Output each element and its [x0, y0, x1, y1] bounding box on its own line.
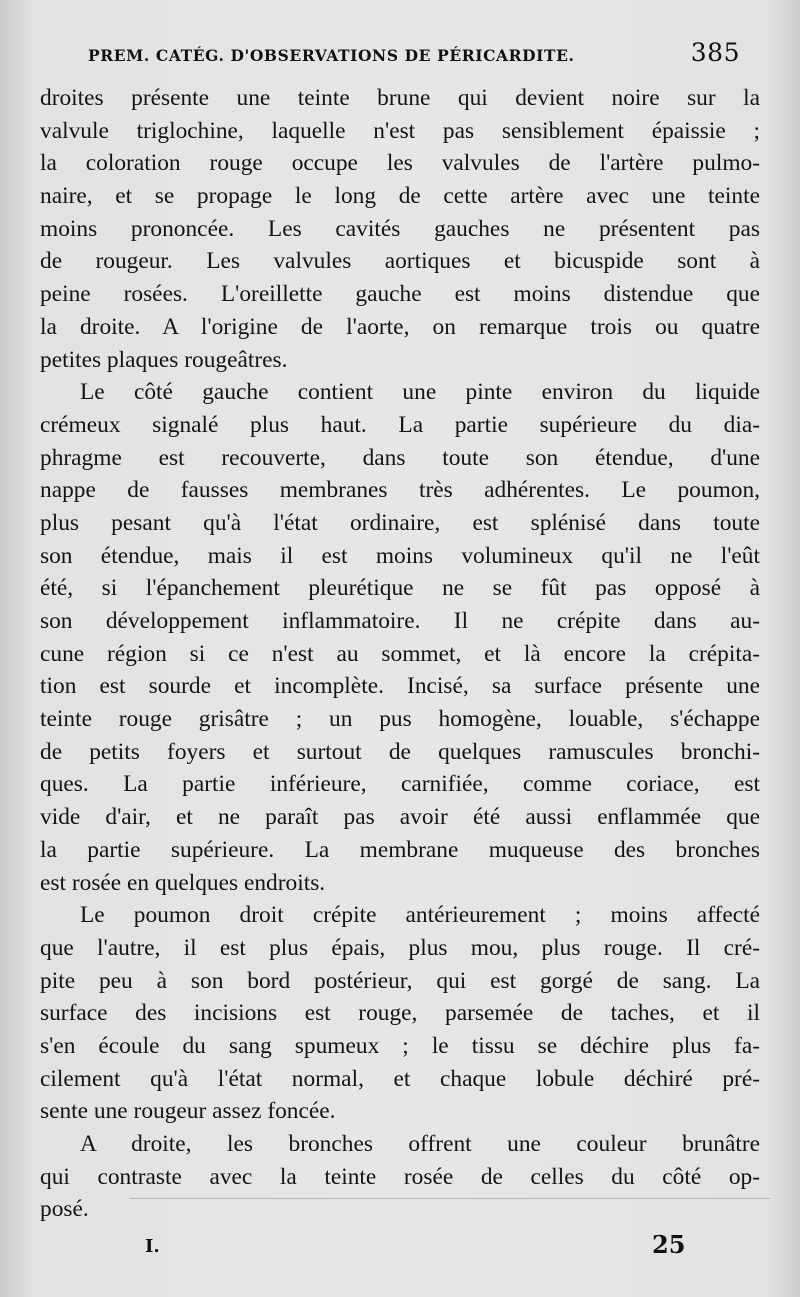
- footnote-rule: [130, 1198, 770, 1199]
- signature-volume: I.: [145, 1236, 160, 1257]
- text-line: phragme est recouverte, dans toute son étendue, d'une: [40, 444, 760, 471]
- text-line: la partie supérieure. La membrane muqueuse des bronches: [40, 836, 760, 863]
- paragraph-start-line: Le côté gauche contient une pinte environ du liquide: [80, 379, 760, 406]
- text-line: vide d'air, et ne paraît pas avoir été aussi enflammée que: [40, 804, 760, 831]
- text-line: cilement qu'à l'état normal, et chaque lobule déchiré pré-: [40, 1065, 760, 1092]
- text-line: valvule triglochine, laquelle n'est pas sensiblement épaissie ;: [40, 117, 760, 144]
- text-line: naire, et se propage le long de cette artère avec une teinte: [40, 183, 760, 210]
- text-line: nappe de fausses membranes très adhérentes. Le poumon,: [40, 477, 760, 504]
- text-line: de rougeur. Les valvules aortiques et bicuspide sont à: [40, 248, 760, 275]
- page-header: [88, 38, 748, 72]
- text-line: que l'autre, il est plus épais, plus mou, plus rouge. Il cré-: [40, 934, 760, 961]
- text-line: son développement inflammatoire. Il ne crépite dans au-: [40, 608, 760, 634]
- page-number: 385: [690, 38, 740, 67]
- text-line: peine rosées. L'oreillette gauche est moins distendue que: [40, 281, 760, 308]
- text-line: s'en écoule du sang spumeux ; le tissu se déchire plus fa-: [40, 1032, 760, 1059]
- running-title: PREM. CATÉG. D'OBSERVATIONS DE PÉRICARDITE.: [88, 46, 575, 65]
- signature-number: 25: [652, 1230, 686, 1259]
- text-line: moins prononcée. Les cavités gauches ne présentent pas: [40, 215, 760, 242]
- text-line: pite peu à son bord postérieur, qui est gorgé de sang. La: [40, 967, 760, 994]
- page-footer: [0, 1228, 800, 1268]
- paragraph-start-line: Le poumon droit crépite antérieurement ; moins affecté: [80, 902, 760, 929]
- paragraph-end-line: est rosée en quelques endroits.: [40, 869, 326, 896]
- paragraph-end-line: posé.: [40, 1196, 89, 1223]
- text-line: la droite. A l'origine de l'aorte, on remarque trois ou quatre: [40, 313, 760, 340]
- text-line: son étendue, mais il est moins volumineux qu'il ne l'eût: [40, 542, 760, 569]
- paragraph-end-line: sente une rougeur assez foncée.: [40, 1098, 336, 1125]
- text-line: plus pesant qu'à l'état ordinaire, est splénisé dans toute: [40, 509, 760, 536]
- paragraph-end-line: petites plaques rougeâtres.: [40, 346, 288, 373]
- text-line: ques. La partie inférieure, carnifiée, comme coriace, est: [40, 771, 760, 798]
- text-line: été, si l'épanchement pleurétique ne se fût pas opposé à: [40, 575, 760, 602]
- text-line: de petits foyers et surtout de quelques ramuscules bronchi-: [40, 738, 760, 765]
- text-line: droites présente une teinte brune qui devient noire sur la: [40, 85, 760, 111]
- text-line: tion est sourde et incomplète. Incisé, sa surface présente une: [40, 673, 760, 700]
- text-line: crémeux signalé plus haut. La partie supérieure du dia-: [40, 411, 760, 438]
- text-line: surface des incisions est rouge, parsemée de taches, et il: [40, 1000, 760, 1027]
- body-text: [40, 82, 760, 1226]
- text-line: qui contraste avec la teinte rosée de celles du côté op-: [40, 1163, 760, 1190]
- paragraph-start-line: A droite, les bronches offrent une couleur brunâtre: [80, 1131, 760, 1157]
- text-line: teinte rouge grisâtre ; un pus homogène, louable, s'échappe: [40, 706, 760, 733]
- text-line: la coloration rouge occupe les valvules de l'artère pulmo-: [40, 150, 760, 177]
- text-line: cune région si ce n'est au sommet, et là encore la crépita-: [40, 640, 760, 667]
